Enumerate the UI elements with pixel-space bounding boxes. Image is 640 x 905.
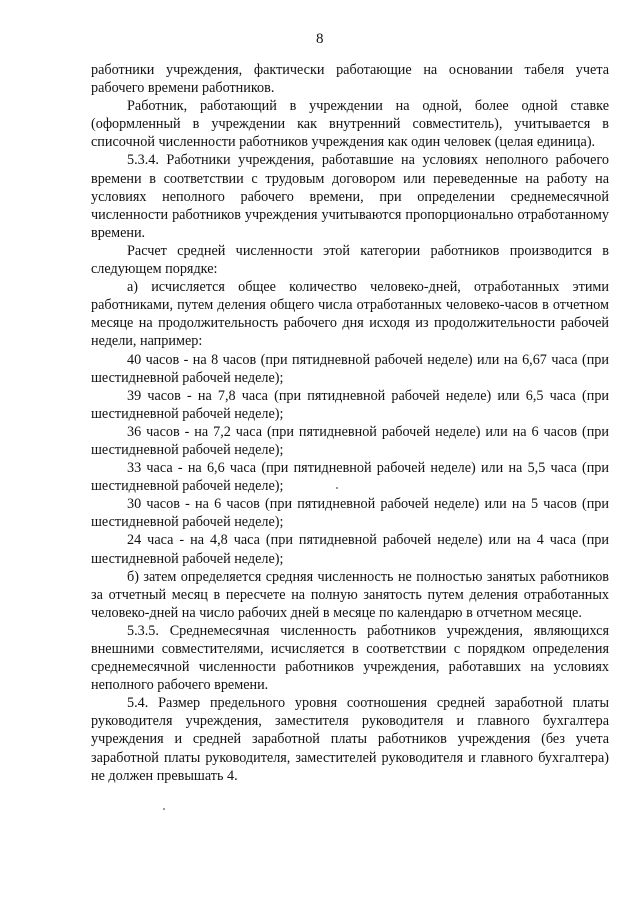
paragraph-30-hours: 30 часов - на 6 часов (при пятидневной рабочей неделе) или на 5 часов (при шестидневной рабочей неделе); [91, 496, 609, 531]
paragraph-5-3-4: 5.3.4. Работники учреждения, работавшие на условиях неполного рабочего времени в соответствии с трудовым договором или переведенные на работу на условиях неполного рабочего времени, при определении среднемесячной численности работников учреждения учитываются пропорционально отработанному времени. [91, 152, 609, 241]
scan-speck [163, 808, 165, 810]
page-number: 8 [316, 31, 324, 47]
paragraph-36-hours: 36 часов - на 7,2 часа (при пятидневной рабочей неделе) или на 6 часов (при шестидневной рабочей неделе); [91, 423, 609, 458]
paragraph-5-3-5: 5.3.5. Среднемесячная численность работников учреждения, являющихся внешними совместителями, исчисляется в соответствии с порядком определения среднемесячной численности работников учреждения, работавших на условиях неполного рабочего времени. [91, 622, 609, 694]
paragraph-internal-part-timer: Работник, работающий в учреждении на одной, более одной ставке (оформленный в учреждении как внутренний совместитель), учитывается в списочной численности работников учреждения как один человек (целая единица). [91, 98, 609, 151]
paragraph-39-hours: 39 часов - на 7,8 часа (при пятидневной рабочей неделе) или 6,5 часа (при шестидневной рабочей неделе); [91, 387, 609, 422]
paragraph-item-a: а) исчисляется общее количество человеко-дней, отработанных этими работниками, путем деления общего числа отработанных человеко-часов в отчетном месяце на продолжительность рабочего дня исходя из продолжительности рабочей недели, например: [91, 279, 609, 350]
paragraph-5-4: 5.4. Размер предельного уровня соотношения средней заработной платы руководителя учреждения, заместителя руководителя и главного бухгалтера учреждения и средней заработной платы работников учреждения (без учета заработной платы руководителя, заместителей руководителя и главного бухгалтера) не должен превышать 4. [91, 695, 609, 784]
scan-speck [336, 487, 338, 489]
paragraph-33-hours: 33 часа - на 6,6 часа (при пятидневной рабочей неделе) или на 5,5 часа (при шестидневной рабочей неделе); [91, 460, 609, 495]
paragraph-40-hours: 40 часов - на 8 часов (при пятидневной рабочей неделе) или на 6,67 часа (при шестидневной рабочей неделе); [91, 351, 609, 386]
paragraph-24-hours: 24 часа - на 4,8 часа (при пятидневной рабочей неделе) или на 4 часа (при шестидневной рабочей неделе); [91, 532, 609, 567]
paragraph-continuation-workers: работники учреждения, фактически работающие на основании табеля учета рабочего времени работников. [91, 62, 609, 97]
paragraph-calculation-order: Расчет средней численности этой категории работников производится в следующем порядке: [91, 242, 609, 278]
document-body [91, 61, 609, 785]
paragraph-item-b: б) затем определяется средняя численность не полностью занятых работников за отчетный месяц в пересчете на полную занятость путем деления отработанных человеко-дней на число рабочих дней в месяце по календарю в отчетном месяце. [91, 568, 609, 621]
